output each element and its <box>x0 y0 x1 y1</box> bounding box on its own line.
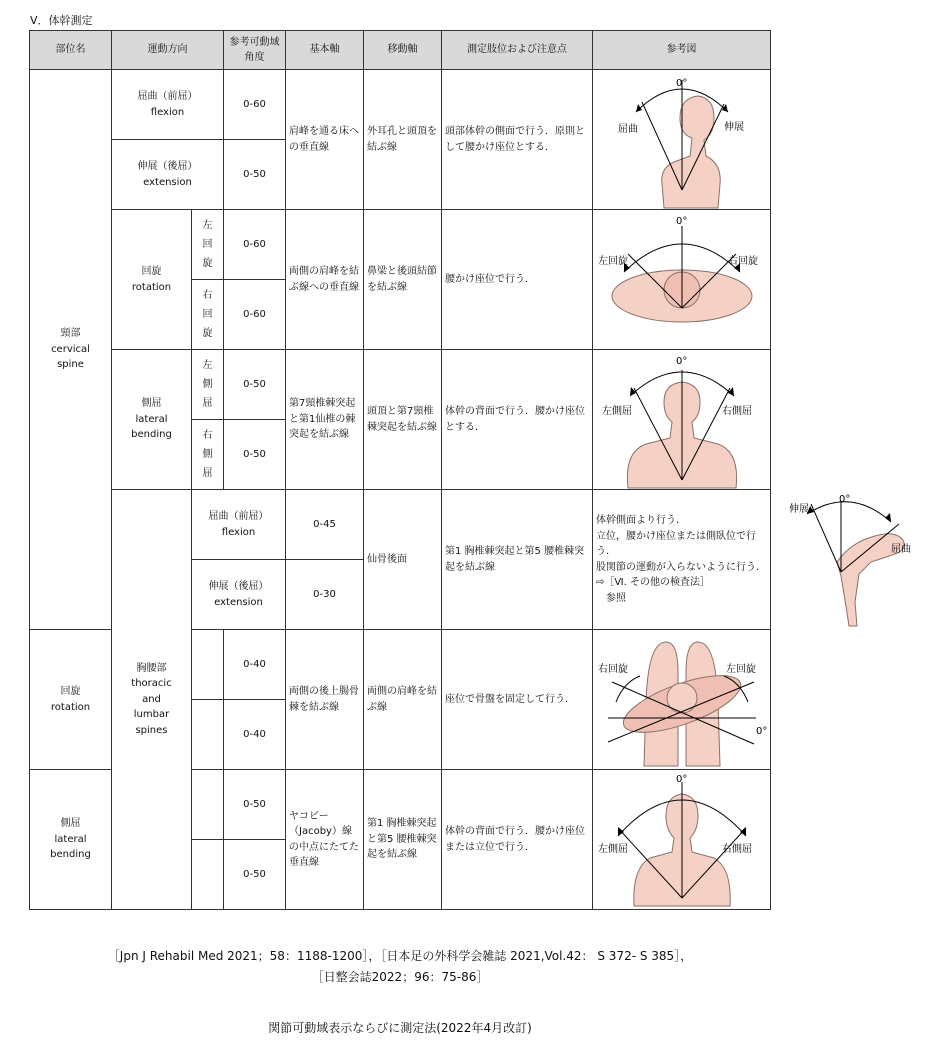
side-char: 右 <box>202 430 213 441</box>
thoracolumbar-rotation-angle-1: 0-40 <box>224 630 286 700</box>
thoracolumbar-flexion-angle: 0-45 <box>286 490 364 560</box>
side-char: 回 <box>202 309 213 320</box>
thoracolumbar-flexion-illustration <box>771 492 947 628</box>
side-char: 回 <box>202 239 213 250</box>
cervical-flexion-angle: 0-60 <box>224 70 286 140</box>
cervical-rotation-left-side <box>192 210 224 280</box>
header-base-axis: 基本軸 <box>286 31 364 70</box>
fig-left-label: 右回旋 <box>597 663 628 675</box>
thoracolumbar-lateral-side-1 <box>192 770 224 840</box>
thoracolumbar-rotation-angle-2: 0-40 <box>224 700 286 770</box>
thoracolumbar-lateral-angle-2: 0-50 <box>224 840 286 910</box>
side-char: 側 <box>202 379 213 390</box>
cervical-lateral-right-angle: 0-50 <box>224 420 286 490</box>
header-part: 部位名 <box>30 31 112 70</box>
side-char: 旋 <box>202 258 213 269</box>
table-row <box>30 210 771 280</box>
table-row <box>30 70 771 140</box>
cervical-rotation-base-axis: 両側の肩峰を結ぶ線への垂直線 <box>286 210 364 350</box>
side-char: 旋 <box>202 328 213 339</box>
thoracolumbar-rotation-illustration <box>594 632 770 768</box>
footer-title: 関節可動域表示ならびに測定法(2022年4月改訂) <box>268 1021 532 1035</box>
side-char: 屈 <box>202 398 213 409</box>
section-title: Ⅴ．体幹測定 <box>30 14 93 27</box>
cervical-lateral-left-side <box>192 350 224 420</box>
fig-right-label: 右側屈 <box>721 843 752 855</box>
cervical-extension-label: 伸展（後屈） extension <box>112 140 224 210</box>
thoracolumbar-lateral-illustration <box>594 772 770 908</box>
header-direction: 運動方向 <box>112 31 224 70</box>
cervical-rotation-left-angle: 0-60 <box>224 210 286 280</box>
fig-left-label: 左回旋 <box>597 255 628 267</box>
cervical-flex-base-axis: 肩峰を通る床への垂直線 <box>286 70 364 210</box>
thoracolumbar-rotation-base-axis: 両側の後上腸骨棘を結ぶ線 <box>286 630 364 770</box>
figure-cervical-rotation <box>593 210 771 350</box>
cervical-extension-angle: 0-50 <box>224 140 286 210</box>
thoracolumbar-lateral-side-2 <box>192 840 224 910</box>
thoracolumbar-lateral-moving-axis: 第1 胸椎棘突起と第5 腰椎棘突起を結ぶ線 <box>364 770 442 910</box>
thoracolumbar-rotation-label: 回旋 rotation <box>30 630 112 770</box>
side-char: 左 <box>202 360 213 371</box>
thoracolumbar-rotation-side-1 <box>192 630 224 700</box>
cervical-lateral-left-angle: 0-50 <box>224 350 286 420</box>
header-moving-axis: 移動軸 <box>364 31 442 70</box>
thoracolumbar-flexion-label: 屈曲（前屈） flexion <box>192 490 286 560</box>
thoracolumbar-lateral-angle-1: 0-50 <box>224 770 286 840</box>
cervical-lateral-base-axis: 第7頸椎棘突起と第1仙椎の棘突起を結ぶ線 <box>286 350 364 490</box>
thoracolumbar-flex-notes: 体幹側面より行う． 立位，腰かけ座位または側臥位で行う． 股関節の運動が入らないように行う． ⇨［Ⅵ. その他の検査法］ 参照 <box>593 490 771 630</box>
side-char: 側 <box>202 449 213 460</box>
fig-zero-label: 0° <box>839 493 851 505</box>
fig-right-label: 右側屈 <box>721 405 752 417</box>
figure-cervical-flexion <box>593 70 771 210</box>
cervical-rotation-notes: 腰かけ座位で行う． <box>442 210 593 350</box>
thoracolumbar-rotation-notes: 座位で骨盤を固定して行う． <box>442 630 593 770</box>
fig-right-label: 屈曲 <box>891 543 911 555</box>
part-cervical: 頸部 cervical spine <box>30 70 112 630</box>
cervical-lateral-label: 側屈 lateral bending <box>112 350 192 490</box>
cervical-flexion-label: 屈曲（前屈） flexion <box>112 70 224 140</box>
fig-right-label: 伸展 <box>723 121 744 133</box>
fig-right-label: 左回旋 <box>725 663 756 675</box>
table-row <box>30 490 771 560</box>
thoracolumbar-flex-base-axis: 仙骨後面 <box>364 490 442 630</box>
cervical-rotation-right-angle: 0-60 <box>224 280 286 350</box>
cervical-lateral-moving-axis: 頭頂と第7頸椎棘突起を結ぶ線 <box>364 350 442 490</box>
cervical-flex-notes: 頭部体幹の側面で行う．原則として腰かけ座位とする． <box>442 70 593 210</box>
thoracolumbar-lateral-notes: 体幹の背面で行う．腰かけ座位または立位で行う． <box>442 770 593 910</box>
thoracolumbar-flex-moving-axis: 第1 胸椎棘突起と第5 腰椎棘突起を結ぶ線 <box>442 490 593 630</box>
references <box>0 946 800 988</box>
reference-line-2: ［日整会誌2022；96：75-86］ <box>311 970 489 984</box>
figure-thoracolumbar-lateral <box>593 770 771 910</box>
fig-zero-label: 0° <box>675 355 687 367</box>
cervical-rotation-illustration <box>594 212 770 348</box>
thoracolumbar-extension-angle: 0-30 <box>286 560 364 630</box>
fig-zero-label: 0° <box>755 725 767 737</box>
fig-left-label: 左側屈 <box>597 843 628 855</box>
fig-zero-label: 0° <box>675 215 687 227</box>
thoracolumbar-lateral-base-axis: ヤコビー（Jacoby）線の中点にたてた垂直線 <box>286 770 364 910</box>
table-row <box>30 350 771 420</box>
fig-left-label: 伸展 <box>789 503 809 515</box>
fig-zero-label: 0° <box>675 77 687 89</box>
reference-line-1: ［Jpn J Rehabil Med 2021；58：1188-1200］，［日本足の外科学会雑誌 2021,Vol.42： S 372- S 385］， <box>107 949 693 963</box>
figure-cervical-lateral <box>593 350 771 490</box>
cervical-rotation-label: 回旋 rotation <box>112 210 192 350</box>
side-char: 左 <box>202 220 213 231</box>
cervical-flex-moving-axis: 外耳孔と頭頂を結ぶ線 <box>364 70 442 210</box>
fig-zero-label: 0° <box>675 773 687 785</box>
header-angle: 参考可動域角度 <box>224 31 286 70</box>
cervical-rotation-moving-axis: 鼻梁と後頭結節を結ぶ線 <box>364 210 442 350</box>
cervical-lateral-notes: 体幹の背面で行う．腰かけ座位とする． <box>442 350 593 490</box>
cervical-flexion-illustration <box>594 72 770 208</box>
fig-left-label: 屈曲 <box>617 123 638 135</box>
figure-thoracolumbar-rotation <box>593 630 771 770</box>
side-char: 屈 <box>202 468 213 479</box>
header-figure: 参考図 <box>593 31 771 70</box>
thoracolumbar-lateral-label: 側屈 lateral bending <box>30 770 112 910</box>
thoracolumbar-rotation-moving-axis: 両側の肩峰を結ぶ線 <box>364 630 442 770</box>
thoracolumbar-extension-label: 伸展（後屈） extension <box>192 560 286 630</box>
header-row <box>30 31 771 70</box>
rom-table <box>29 30 911 910</box>
thoracolumbar-rotation-side-2 <box>192 700 224 770</box>
cervical-lateral-right-side <box>192 420 224 490</box>
cervical-lateral-illustration <box>594 352 770 488</box>
header-notes: 測定肢位および注意点 <box>442 31 593 70</box>
fig-left-label: 左側屈 <box>601 405 632 417</box>
fig-right-label: 右回旋 <box>727 255 758 267</box>
cervical-rotation-right-side <box>192 280 224 350</box>
part-thoracolumbar: 胸腰部 thoracic and lumbar spines <box>112 490 192 910</box>
side-char: 右 <box>202 290 213 301</box>
